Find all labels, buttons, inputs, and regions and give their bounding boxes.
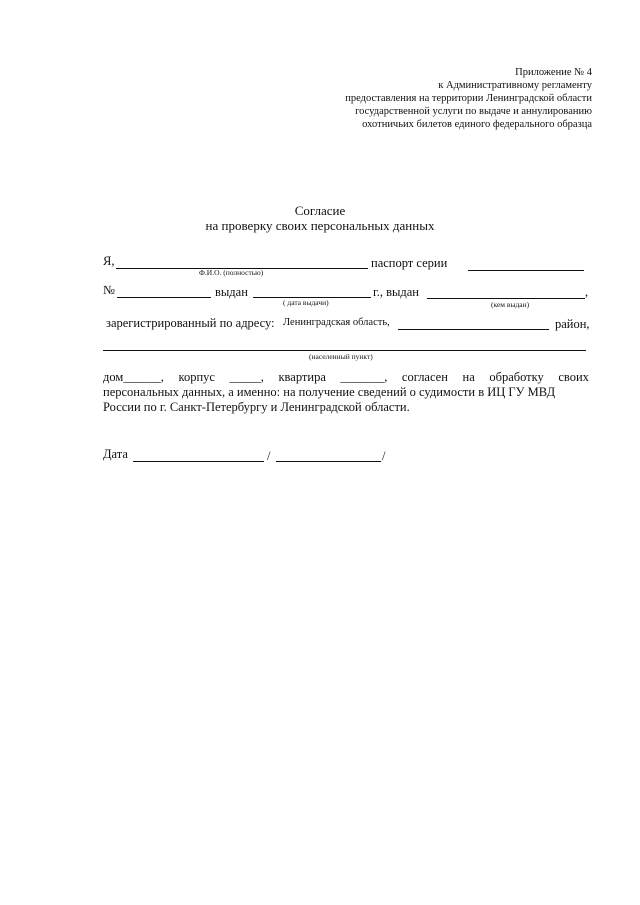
document-title: Согласие <box>294 203 346 218</box>
consent-line: персональных данных, а именно: на получение сведений о судимости в ИЦ ГУ МВД <box>103 385 556 399</box>
label-passport-series: паспорт серии <box>371 256 448 270</box>
label-registered: зарегистрированный по адресу: <box>106 316 275 330</box>
label-issued: выдан <box>215 285 248 299</box>
issued-by-field[interactable] <box>427 298 585 299</box>
date-separator: / <box>382 449 386 463</box>
label-district: район, <box>555 317 590 331</box>
word: корпус <box>178 370 215 384</box>
label-ya: Я, <box>103 254 115 268</box>
issued-by-caption: (кем выдан) <box>491 300 530 309</box>
district-field[interactable] <box>398 329 549 330</box>
word: на <box>462 370 475 384</box>
consent-line: России по г. Санкт-Петербургу и Ленинградской области. <box>103 400 410 414</box>
word: обработку <box>489 370 544 384</box>
header-line: государственной услуги по выдаче и аннулированию <box>355 106 592 117</box>
settlement-field[interactable] <box>103 350 586 351</box>
issue-date-caption: ( дата выдачи) <box>283 298 329 307</box>
header-line: предоставления на территории Ленинградской области <box>345 93 592 104</box>
word: своих <box>558 370 589 384</box>
label-year-issued-by: г., выдан <box>373 285 419 299</box>
consent-line <box>103 370 589 385</box>
word: _______, <box>340 370 388 384</box>
comma: , <box>585 285 589 299</box>
appendix-header <box>292 66 592 131</box>
document-subtitle: на проверку своих персональных данных <box>205 218 435 233</box>
label-region: Ленинградская область, <box>283 317 390 328</box>
header-line: Приложение № 4 <box>515 67 592 78</box>
word: согласен <box>401 370 448 384</box>
header-line: охотничьих билетов единого федерального образца <box>362 119 592 130</box>
word: дом______, <box>103 370 164 384</box>
date-separator: / <box>267 449 271 463</box>
passport-series-field[interactable] <box>468 270 584 271</box>
date-field[interactable] <box>133 461 264 462</box>
label-number: № <box>103 283 115 297</box>
word: _____, <box>229 370 264 384</box>
header-line: к Административному регламенту <box>438 80 592 91</box>
consent-paragraph <box>103 370 589 415</box>
fio-caption: Ф.И.О. (полностью) <box>199 268 264 277</box>
settlement-caption: (населенный пункт) <box>309 352 373 361</box>
word: квартира <box>278 370 326 384</box>
label-date: Дата <box>103 447 128 461</box>
passport-number-field[interactable] <box>117 297 211 298</box>
signature-field[interactable] <box>276 461 381 462</box>
